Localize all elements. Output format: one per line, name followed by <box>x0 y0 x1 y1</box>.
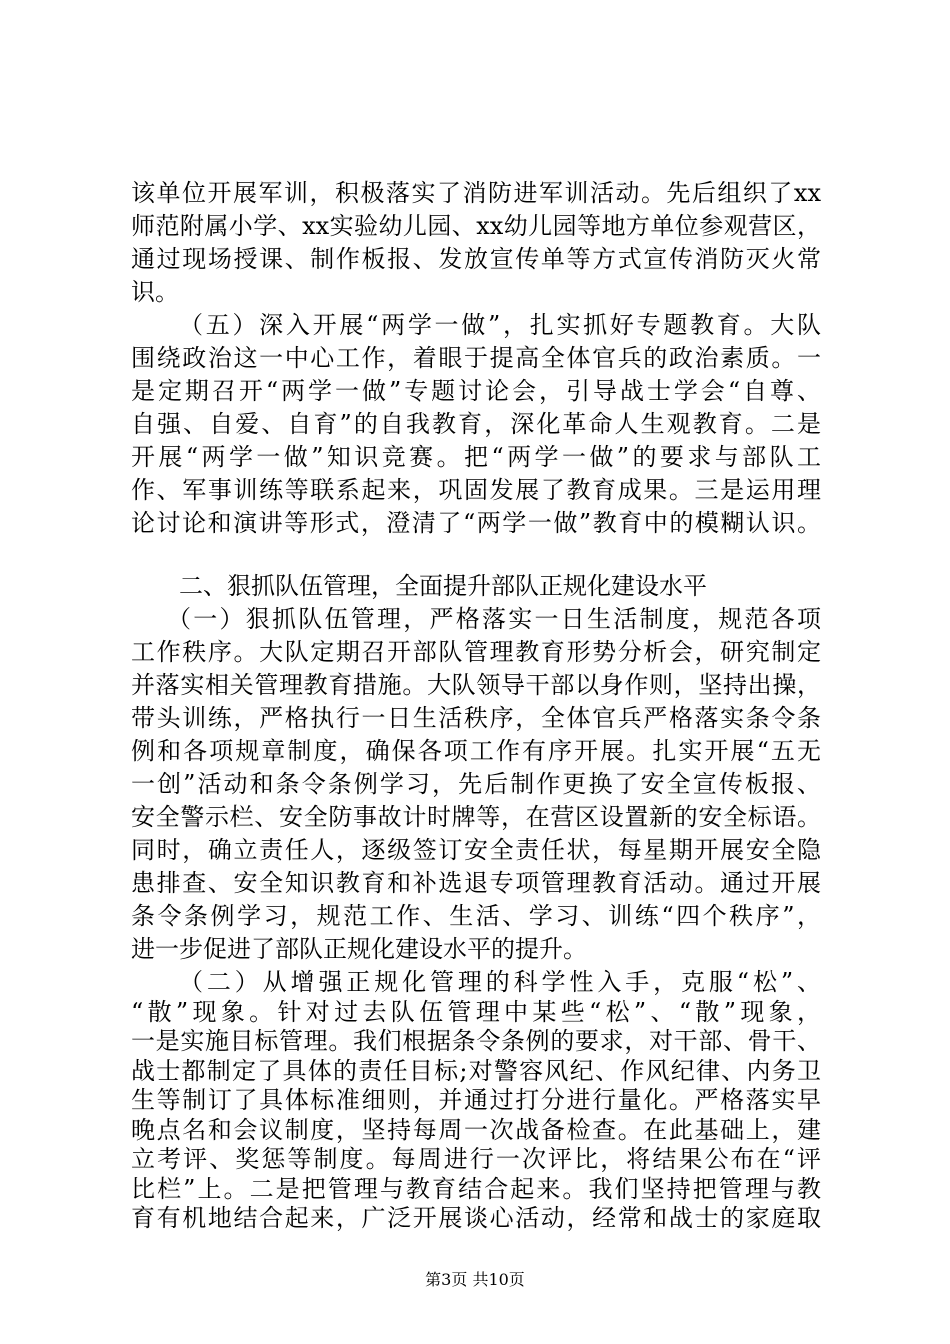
text-line: 围绕政治这一中心工作，着眼于提高全体官兵的政治素质。一 <box>131 344 821 372</box>
text-line: 同时，确立责任人，逐级签订安全责任状，每星期开展安全隐 <box>131 836 821 864</box>
text-line: （二）从增强正规化管理的科学性入手，克服“松”、 <box>179 968 821 996</box>
text-line: 该单位开展军训，积极落实了消防进军训活动。先后组织了xx <box>131 179 821 207</box>
text-line: 论讨论和演讲等形式，澄清了“两学一做”教育中的模糊认识。 <box>131 509 821 537</box>
text-line: 生等制订了具体标准细则，并通过打分进行量化。严格落实早 <box>131 1086 821 1114</box>
text-line: （五）深入开展“两学一做”，扎实抓好专题教育。大队 <box>179 311 821 339</box>
text-line: 师范附属小学、xx实验幼儿园、xx幼儿园等地方单位参观营区， <box>131 212 821 240</box>
text-line: 进一步促进了部队正规化建设水平的提升。 <box>131 935 587 963</box>
text-line: 一创”活动和条令条例学习，先后制作更换了安全宣传板报、 <box>131 770 821 798</box>
text-line: 育有机地结合起来，广泛开展谈心活动，经常和战士的家庭取 <box>131 1204 821 1232</box>
text-line: 比栏”上。二是把管理与教育结合起来。我们坚持把管理与教 <box>131 1174 821 1203</box>
text-line: 工作秩序。大队定期召开部队管理教育形势分析会，研究制定 <box>131 638 821 666</box>
section-heading: 二、狠抓队伍管理，全面提升部队正规化建设水平 <box>179 572 707 600</box>
text-line: 晚点名和会议制度，坚持每周一次战备检查。在此基础上，建 <box>131 1115 821 1144</box>
text-line: （一）狠抓队伍管理，严格落实一日生活制度，规范各项 <box>167 605 821 633</box>
text-line: 作、军事训练等联系起来，巩固发展了教育成果。三是运用理 <box>131 476 821 504</box>
text-line: 是定期召开“两学一做”专题讨论会，引导战士学会“自尊、 <box>131 377 821 405</box>
page-footer: 第3页 共10页 <box>425 1270 525 1289</box>
text-line: 安全警示栏、安全防事故计时牌等，在营区设置新的安全标语。 <box>131 803 821 831</box>
text-line: 通过现场授课、制作板报、发放宣传单等方式宣传消防灭火常 <box>131 245 821 273</box>
text-line: 带头训练，严格执行一日生活秩序，全体官兵严格落实条令条 <box>131 704 821 732</box>
text-line: 识。 <box>131 278 179 306</box>
text-line: 立考评、奖惩等制度。每周进行一次评比，将结果公布在“评 <box>131 1145 821 1173</box>
text-line: 条令条例学习，规范工作、生活、学习、训练“四个秩序”， <box>131 902 821 930</box>
text-line: 开展“两学一做”知识竞赛。把“两学一做”的要求与部队工 <box>131 443 821 471</box>
text-line: 患排查、安全知识教育和补选退专项管理教育活动。通过开展 <box>131 869 821 897</box>
text-line: 自强、自爱、自育”的自我教育，深化革命人生观教育。二是 <box>131 410 821 438</box>
text-line: 并落实相关管理教育措施。大队领导干部以身作则，坚持出操， <box>131 671 821 699</box>
text-line: 战士都制定了具体的责任目标;对警容风纪、作风纪律、内务卫 <box>131 1056 821 1085</box>
text-line: “散”现象。针对过去队伍管理中某些“松”、“散”现象， <box>131 997 821 1026</box>
text-line: 一是实施目标管理。我们根据条令条例的要求，对干部、骨干、 <box>131 1027 821 1055</box>
text-line: 例和各项规章制度，确保各项工作有序开展。扎实开展“五无 <box>131 737 821 765</box>
